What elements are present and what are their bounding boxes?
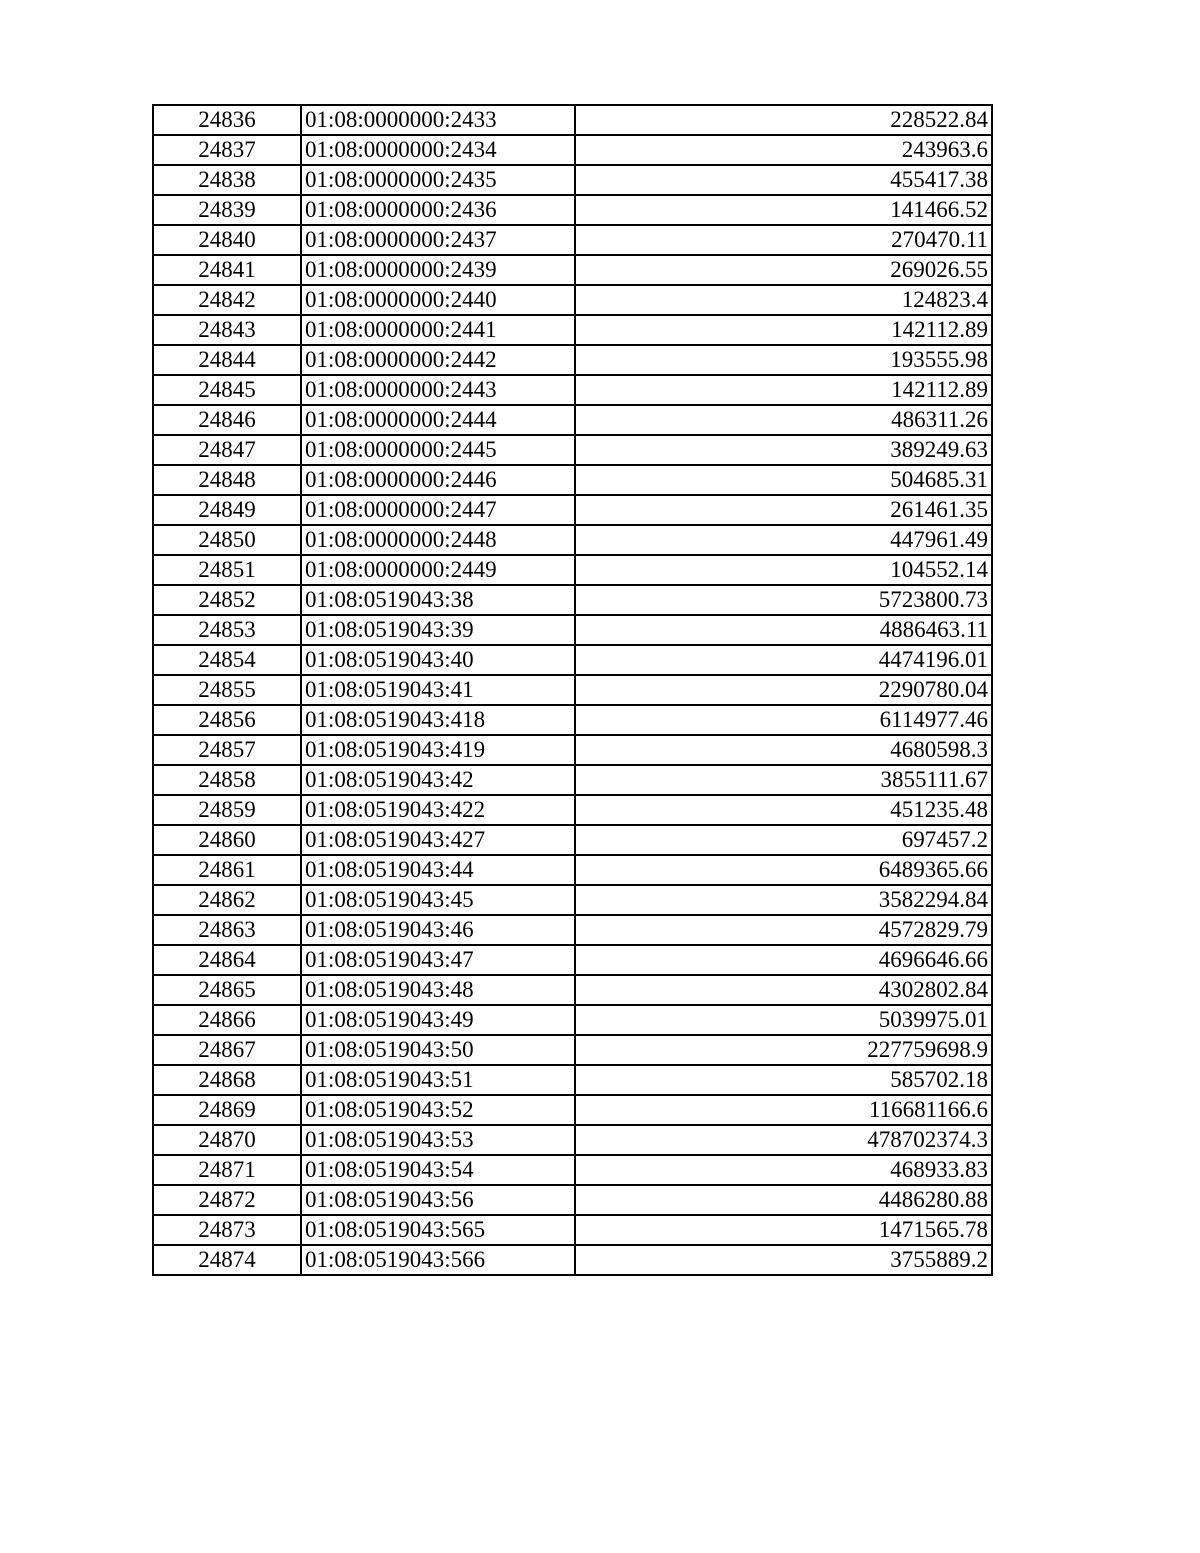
value-cell: 142112.89 xyxy=(575,375,992,405)
row-number-cell: 24867 xyxy=(153,1035,301,1065)
row-number-cell: 24842 xyxy=(153,285,301,315)
value-cell: 6489365.66 xyxy=(575,855,992,885)
row-number-cell: 24853 xyxy=(153,615,301,645)
cadastral-code-cell: 01:08:0000000:2449 xyxy=(301,555,575,585)
cadastral-code-cell: 01:08:0000000:2441 xyxy=(301,315,575,345)
table-row xyxy=(153,825,992,855)
table-row xyxy=(153,855,992,885)
cadastral-code-cell: 01:08:0519043:38 xyxy=(301,585,575,615)
cadastral-code-cell: 01:08:0000000:2446 xyxy=(301,465,575,495)
row-number-cell: 24868 xyxy=(153,1065,301,1095)
row-number-cell: 24839 xyxy=(153,195,301,225)
cadastral-code-cell: 01:08:0000000:2435 xyxy=(301,165,575,195)
value-cell: 261461.35 xyxy=(575,495,992,525)
cadastral-code-cell: 01:08:0519043:49 xyxy=(301,1005,575,1035)
row-number-cell: 24866 xyxy=(153,1005,301,1035)
cadastral-code-cell: 01:08:0000000:2448 xyxy=(301,525,575,555)
table-row xyxy=(153,225,992,255)
value-cell: 5039975.01 xyxy=(575,1005,992,1035)
table-row xyxy=(153,105,992,135)
row-number-cell: 24863 xyxy=(153,915,301,945)
cadastral-code-cell: 01:08:0519043:47 xyxy=(301,945,575,975)
row-number-cell: 24841 xyxy=(153,255,301,285)
table-row xyxy=(153,1215,992,1245)
row-number-cell: 24838 xyxy=(153,165,301,195)
cadastral-code-cell: 01:08:0519043:422 xyxy=(301,795,575,825)
cadastral-code-cell: 01:08:0519043:44 xyxy=(301,855,575,885)
table-row xyxy=(153,255,992,285)
cadastral-code-cell: 01:08:0519043:427 xyxy=(301,825,575,855)
value-cell: 141466.52 xyxy=(575,195,992,225)
row-number-cell: 24845 xyxy=(153,375,301,405)
row-number-cell: 24844 xyxy=(153,345,301,375)
value-cell: 116681166.6 xyxy=(575,1095,992,1125)
cadastral-code-cell: 01:08:0519043:56 xyxy=(301,1185,575,1215)
row-number-cell: 24858 xyxy=(153,765,301,795)
cadastral-code-cell: 01:08:0000000:2436 xyxy=(301,195,575,225)
table-row xyxy=(153,945,992,975)
value-cell: 6114977.46 xyxy=(575,705,992,735)
cadastral-code-cell: 01:08:0000000:2434 xyxy=(301,135,575,165)
cadastral-code-cell: 01:08:0000000:2444 xyxy=(301,405,575,435)
table-row xyxy=(153,795,992,825)
row-number-cell: 24851 xyxy=(153,555,301,585)
row-number-cell: 24854 xyxy=(153,645,301,675)
value-cell: 4302802.84 xyxy=(575,975,992,1005)
row-number-cell: 24847 xyxy=(153,435,301,465)
value-cell: 389249.63 xyxy=(575,435,992,465)
value-cell: 504685.31 xyxy=(575,465,992,495)
cadastral-code-cell: 01:08:0519043:45 xyxy=(301,885,575,915)
value-cell: 3855111.67 xyxy=(575,765,992,795)
row-number-cell: 24852 xyxy=(153,585,301,615)
table-row xyxy=(153,1125,992,1155)
table-row xyxy=(153,615,992,645)
value-cell: 3582294.84 xyxy=(575,885,992,915)
row-number-cell: 24874 xyxy=(153,1245,301,1275)
value-cell: 4696646.66 xyxy=(575,945,992,975)
value-cell: 270470.11 xyxy=(575,225,992,255)
cadastral-code-cell: 01:08:0000000:2439 xyxy=(301,255,575,285)
row-number-cell: 24837 xyxy=(153,135,301,165)
row-number-cell: 24849 xyxy=(153,495,301,525)
cadastral-code-cell: 01:08:0000000:2442 xyxy=(301,345,575,375)
table-row xyxy=(153,195,992,225)
table-row xyxy=(153,915,992,945)
row-number-cell: 24836 xyxy=(153,105,301,135)
cadastral-code-cell: 01:08:0000000:2443 xyxy=(301,375,575,405)
cadastral-code-cell: 01:08:0000000:2433 xyxy=(301,105,575,135)
table-row xyxy=(153,525,992,555)
value-cell: 486311.26 xyxy=(575,405,992,435)
value-cell: 4886463.11 xyxy=(575,615,992,645)
value-cell: 193555.98 xyxy=(575,345,992,375)
table-row xyxy=(153,1035,992,1065)
row-number-cell: 24861 xyxy=(153,855,301,885)
cadastral-code-cell: 01:08:0519043:46 xyxy=(301,915,575,945)
row-number-cell: 24865 xyxy=(153,975,301,1005)
value-cell: 4486280.88 xyxy=(575,1185,992,1215)
value-cell: 5723800.73 xyxy=(575,585,992,615)
value-cell: 468933.83 xyxy=(575,1155,992,1185)
row-number-cell: 24848 xyxy=(153,465,301,495)
cadastral-code-cell: 01:08:0000000:2440 xyxy=(301,285,575,315)
table-row xyxy=(153,1095,992,1125)
row-number-cell: 24843 xyxy=(153,315,301,345)
row-number-cell: 24870 xyxy=(153,1125,301,1155)
table-row xyxy=(153,885,992,915)
cadastral-code-cell: 01:08:0519043:50 xyxy=(301,1035,575,1065)
cadastral-code-cell: 01:08:0519043:40 xyxy=(301,645,575,675)
row-number-cell: 24855 xyxy=(153,675,301,705)
table-row xyxy=(153,375,992,405)
value-cell: 447961.49 xyxy=(575,525,992,555)
table-row xyxy=(153,165,992,195)
table-row xyxy=(153,585,992,615)
value-cell: 455417.38 xyxy=(575,165,992,195)
value-cell: 227759698.9 xyxy=(575,1035,992,1065)
row-number-cell: 24857 xyxy=(153,735,301,765)
value-cell: 4572829.79 xyxy=(575,915,992,945)
table-row xyxy=(153,495,992,525)
value-cell: 697457.2 xyxy=(575,825,992,855)
table-row xyxy=(153,555,992,585)
cadastral-code-cell: 01:08:0000000:2445 xyxy=(301,435,575,465)
table-row xyxy=(153,435,992,465)
table-row xyxy=(153,1065,992,1095)
row-number-cell: 24862 xyxy=(153,885,301,915)
row-number-cell: 24840 xyxy=(153,225,301,255)
row-number-cell: 24859 xyxy=(153,795,301,825)
table-row xyxy=(153,675,992,705)
cadastral-code-cell: 01:08:0519043:419 xyxy=(301,735,575,765)
table-row xyxy=(153,465,992,495)
table-row xyxy=(153,1185,992,1215)
value-cell: 228522.84 xyxy=(575,105,992,135)
row-number-cell: 24856 xyxy=(153,705,301,735)
value-cell: 1471565.78 xyxy=(575,1215,992,1245)
value-cell: 451235.48 xyxy=(575,795,992,825)
table-row xyxy=(153,405,992,435)
table-row xyxy=(153,1005,992,1035)
cadastral-code-cell: 01:08:0519043:51 xyxy=(301,1065,575,1095)
table-row xyxy=(153,285,992,315)
data-table xyxy=(152,104,993,1276)
cadastral-code-cell: 01:08:0519043:48 xyxy=(301,975,575,1005)
table-row xyxy=(153,345,992,375)
row-number-cell: 24873 xyxy=(153,1215,301,1245)
value-cell: 104552.14 xyxy=(575,555,992,585)
row-number-cell: 24871 xyxy=(153,1155,301,1185)
row-number-cell: 24850 xyxy=(153,525,301,555)
table-row xyxy=(153,315,992,345)
cadastral-code-cell: 01:08:0519043:53 xyxy=(301,1125,575,1155)
value-cell: 269026.55 xyxy=(575,255,992,285)
cadastral-code-cell: 01:08:0519043:39 xyxy=(301,615,575,645)
value-cell: 142112.89 xyxy=(575,315,992,345)
row-number-cell: 24860 xyxy=(153,825,301,855)
table-row xyxy=(153,1245,992,1275)
value-cell: 2290780.04 xyxy=(575,675,992,705)
value-cell: 4680598.3 xyxy=(575,735,992,765)
row-number-cell: 24872 xyxy=(153,1185,301,1215)
cadastral-code-cell: 01:08:0519043:418 xyxy=(301,705,575,735)
value-cell: 243963.6 xyxy=(575,135,992,165)
cadastral-code-cell: 01:08:0519043:52 xyxy=(301,1095,575,1125)
value-cell: 4474196.01 xyxy=(575,645,992,675)
cadastral-code-cell: 01:08:0519043:566 xyxy=(301,1245,575,1275)
value-cell: 3755889.2 xyxy=(575,1245,992,1275)
cadastral-code-cell: 01:08:0519043:42 xyxy=(301,765,575,795)
table-body xyxy=(153,105,992,1275)
table-row xyxy=(153,735,992,765)
table-row xyxy=(153,975,992,1005)
cadastral-code-cell: 01:08:0519043:565 xyxy=(301,1215,575,1245)
row-number-cell: 24846 xyxy=(153,405,301,435)
cadastral-code-cell: 01:08:0519043:41 xyxy=(301,675,575,705)
cadastral-code-cell: 01:08:0519043:54 xyxy=(301,1155,575,1185)
value-cell: 124823.4 xyxy=(575,285,992,315)
table-row xyxy=(153,705,992,735)
table-row xyxy=(153,135,992,165)
value-cell: 585702.18 xyxy=(575,1065,992,1095)
cadastral-code-cell: 01:08:0000000:2437 xyxy=(301,225,575,255)
table-row xyxy=(153,1155,992,1185)
row-number-cell: 24864 xyxy=(153,945,301,975)
table-row xyxy=(153,765,992,795)
table-row xyxy=(153,645,992,675)
cadastral-code-cell: 01:08:0000000:2447 xyxy=(301,495,575,525)
value-cell: 478702374.3 xyxy=(575,1125,992,1155)
row-number-cell: 24869 xyxy=(153,1095,301,1125)
